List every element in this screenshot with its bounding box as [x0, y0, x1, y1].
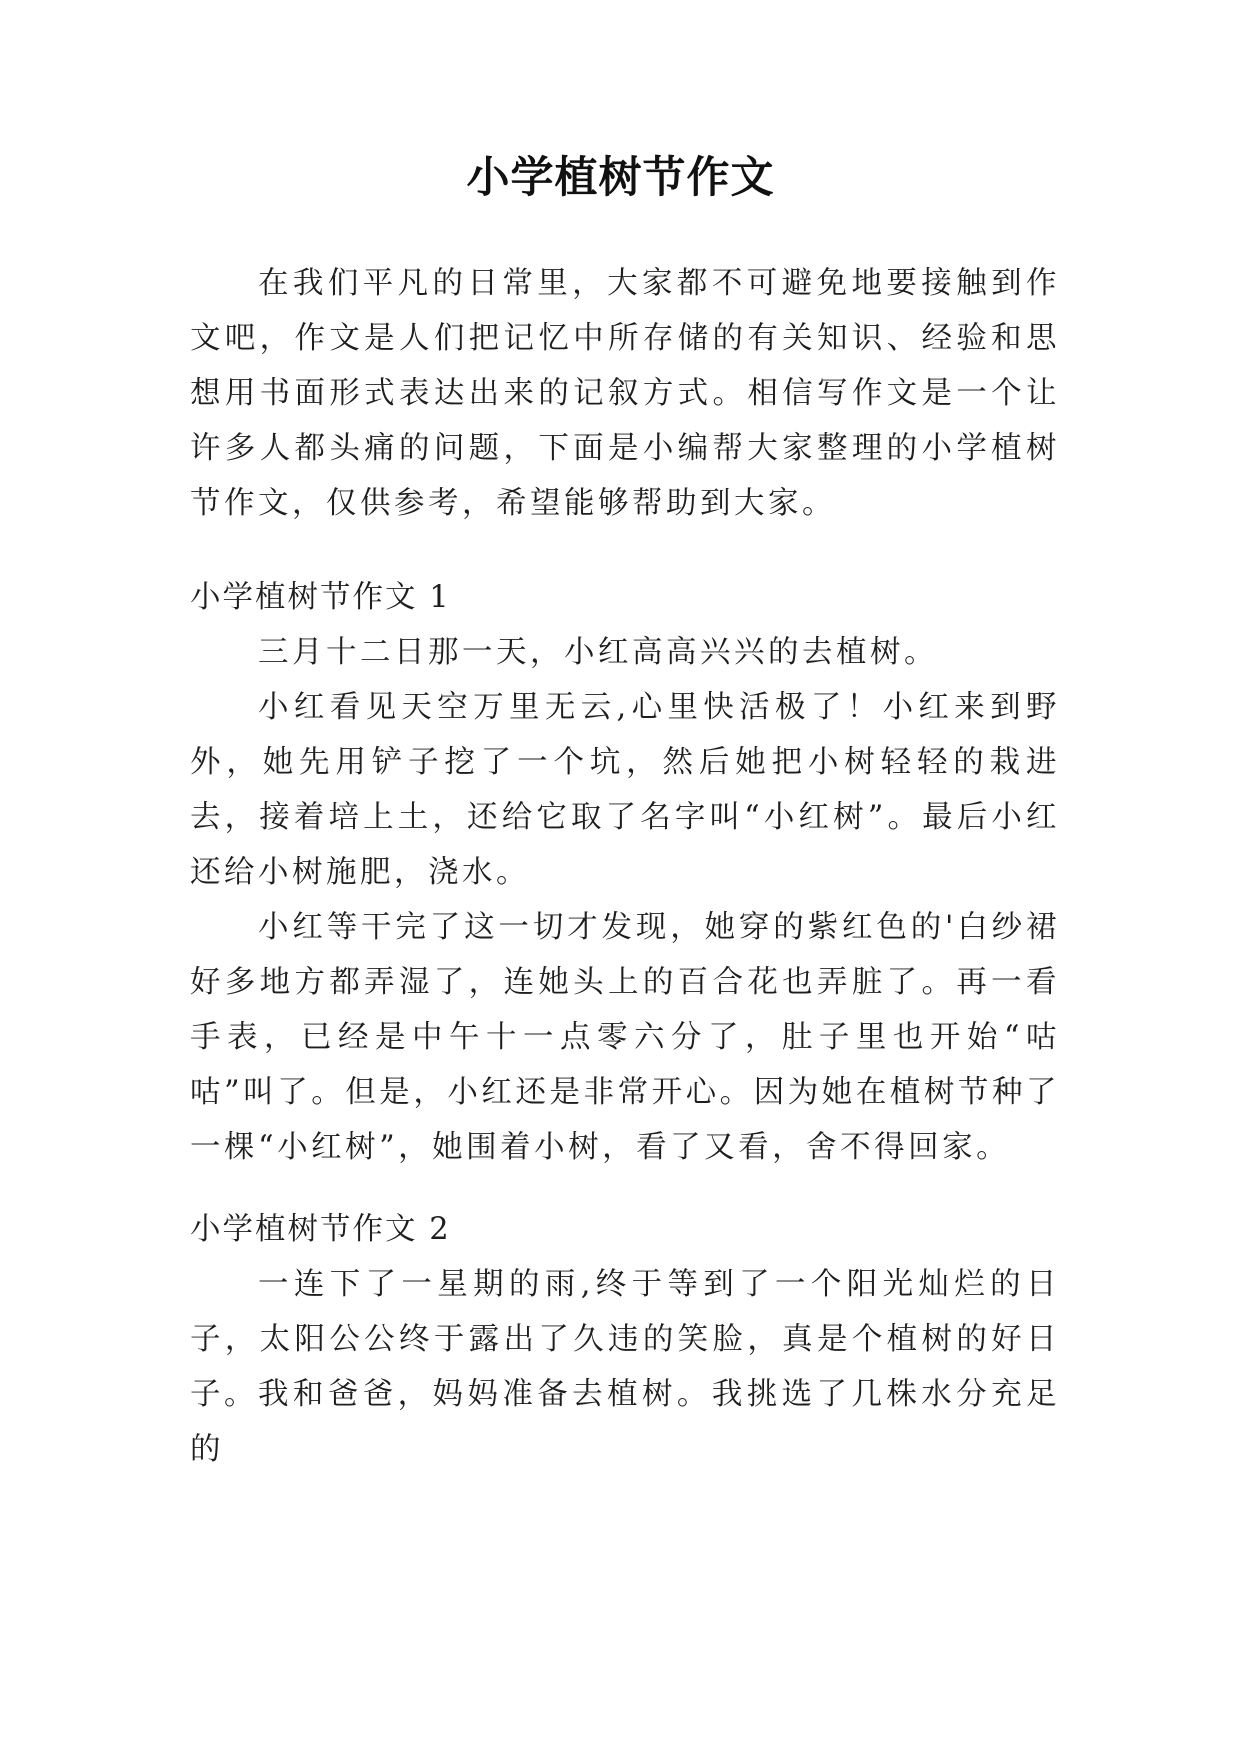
document-title: 小学植树节作文 — [466, 153, 775, 203]
section-1-paragraph-1: 三月十二日那一天，小红高高兴兴的去植树。 — [258, 635, 938, 670]
section-2-paragraph-2: 我和爸爸，妈妈准备去植树。我挑选了几株水分充足的 — [190, 1377, 1060, 1467]
section-1-paragraph-2: 小红看见天空万里无云,心里快活极了！小红来到野外，她先用铲子挖了一个坑，然后她把小树轻轻的栽进去，接着培上土，还给它取了名字叫“小红树”。最后小红还给小树施肥，浇水。 — [190, 690, 1060, 890]
section-1-paragraph-3: 小红等干完了这一切才发现，她穿的紫红色的'白纱裙好多地方都弄湿了，连她头上的百合花也弄脏了。再一看手表，已经是中午十一点零六分了，肚子里也开始“咕咕”叫了。但是，小红还是非常开心。因为她在植树节种了一棵“小红树”，她围着小树，看了又看，舍不得回家。 — [190, 910, 1060, 1165]
section-2-paragraph-1: 一连下了一星期的雨,终于等到了一个阳光灿烂的日子，太阳公公终于露出了久违的笑脸，真是个植树的好日子。 — [190, 1267, 1060, 1412]
intro-paragraph: 在我们平凡的日常里，大家都不可避免地要接触到作文吧，作文是人们把记忆中所存储的有关知识、经验和思想用书面形式表达出来的记叙方式。相信写作文是一个让许多人都头痛的问题，下面是小编帮大家整理的小学植树节作文，仅供参考，希望能够帮助到大家。 — [190, 266, 1060, 521]
section-1-heading: 小学植树节作文 1 — [190, 580, 451, 615]
section-2-heading: 小学植树节作文 2 — [190, 1212, 451, 1247]
